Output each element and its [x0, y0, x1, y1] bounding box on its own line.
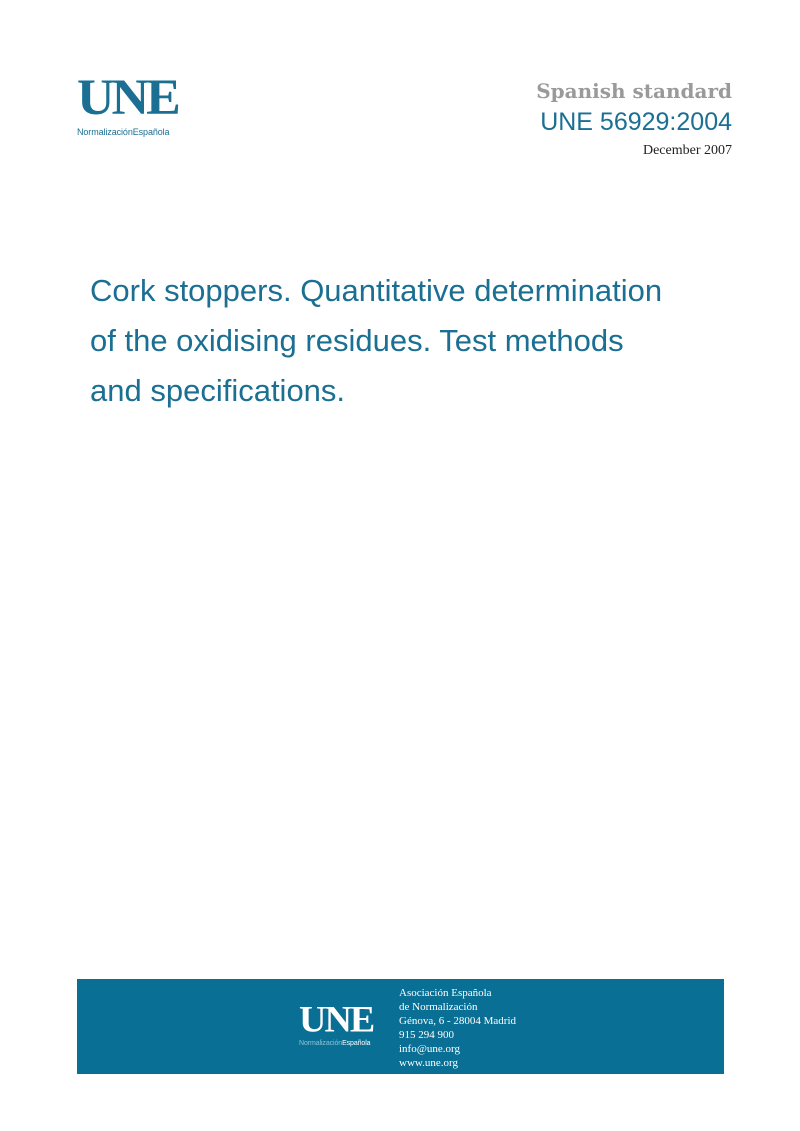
document-kind: Spanish standard [536, 79, 732, 103]
une-logo-footer [299, 999, 389, 1047]
website-address: www.une.org [399, 1057, 458, 1069]
organization-address [399, 986, 516, 1070]
logo-tagline-part1: Normalización [299, 1040, 343, 1047]
phone-number: 915 294 900 [399, 1029, 454, 1041]
logo-tagline-part2: Española [132, 127, 170, 137]
logo-tagline [77, 127, 197, 137]
logo-wordmark: UNE [77, 70, 178, 126]
logo-tagline-part1: Normalización [77, 127, 133, 137]
title-line: Cork stoppers. Quantitative determination [90, 273, 663, 308]
title-line: and specifications. [90, 373, 346, 408]
footer-band [77, 979, 724, 1074]
document-number: UNE 56929:2004 [540, 108, 732, 136]
logo-tagline-part2: Española [342, 1040, 371, 1047]
document-title [90, 266, 730, 416]
document-header [536, 78, 732, 160]
document-date: December 2007 [642, 143, 732, 158]
address-line: Asociación Española [399, 987, 492, 999]
address-line: Génova, 6 - 28004 Madrid [399, 1015, 517, 1027]
email-address: info@une.org [399, 1043, 460, 1055]
logo-tagline [299, 1040, 389, 1047]
address-line: de Normalización [399, 1001, 478, 1013]
title-line: of the oxidising residues. Test methods [90, 323, 624, 358]
une-logo [77, 70, 197, 137]
logo-wordmark: UNE [299, 999, 374, 1041]
